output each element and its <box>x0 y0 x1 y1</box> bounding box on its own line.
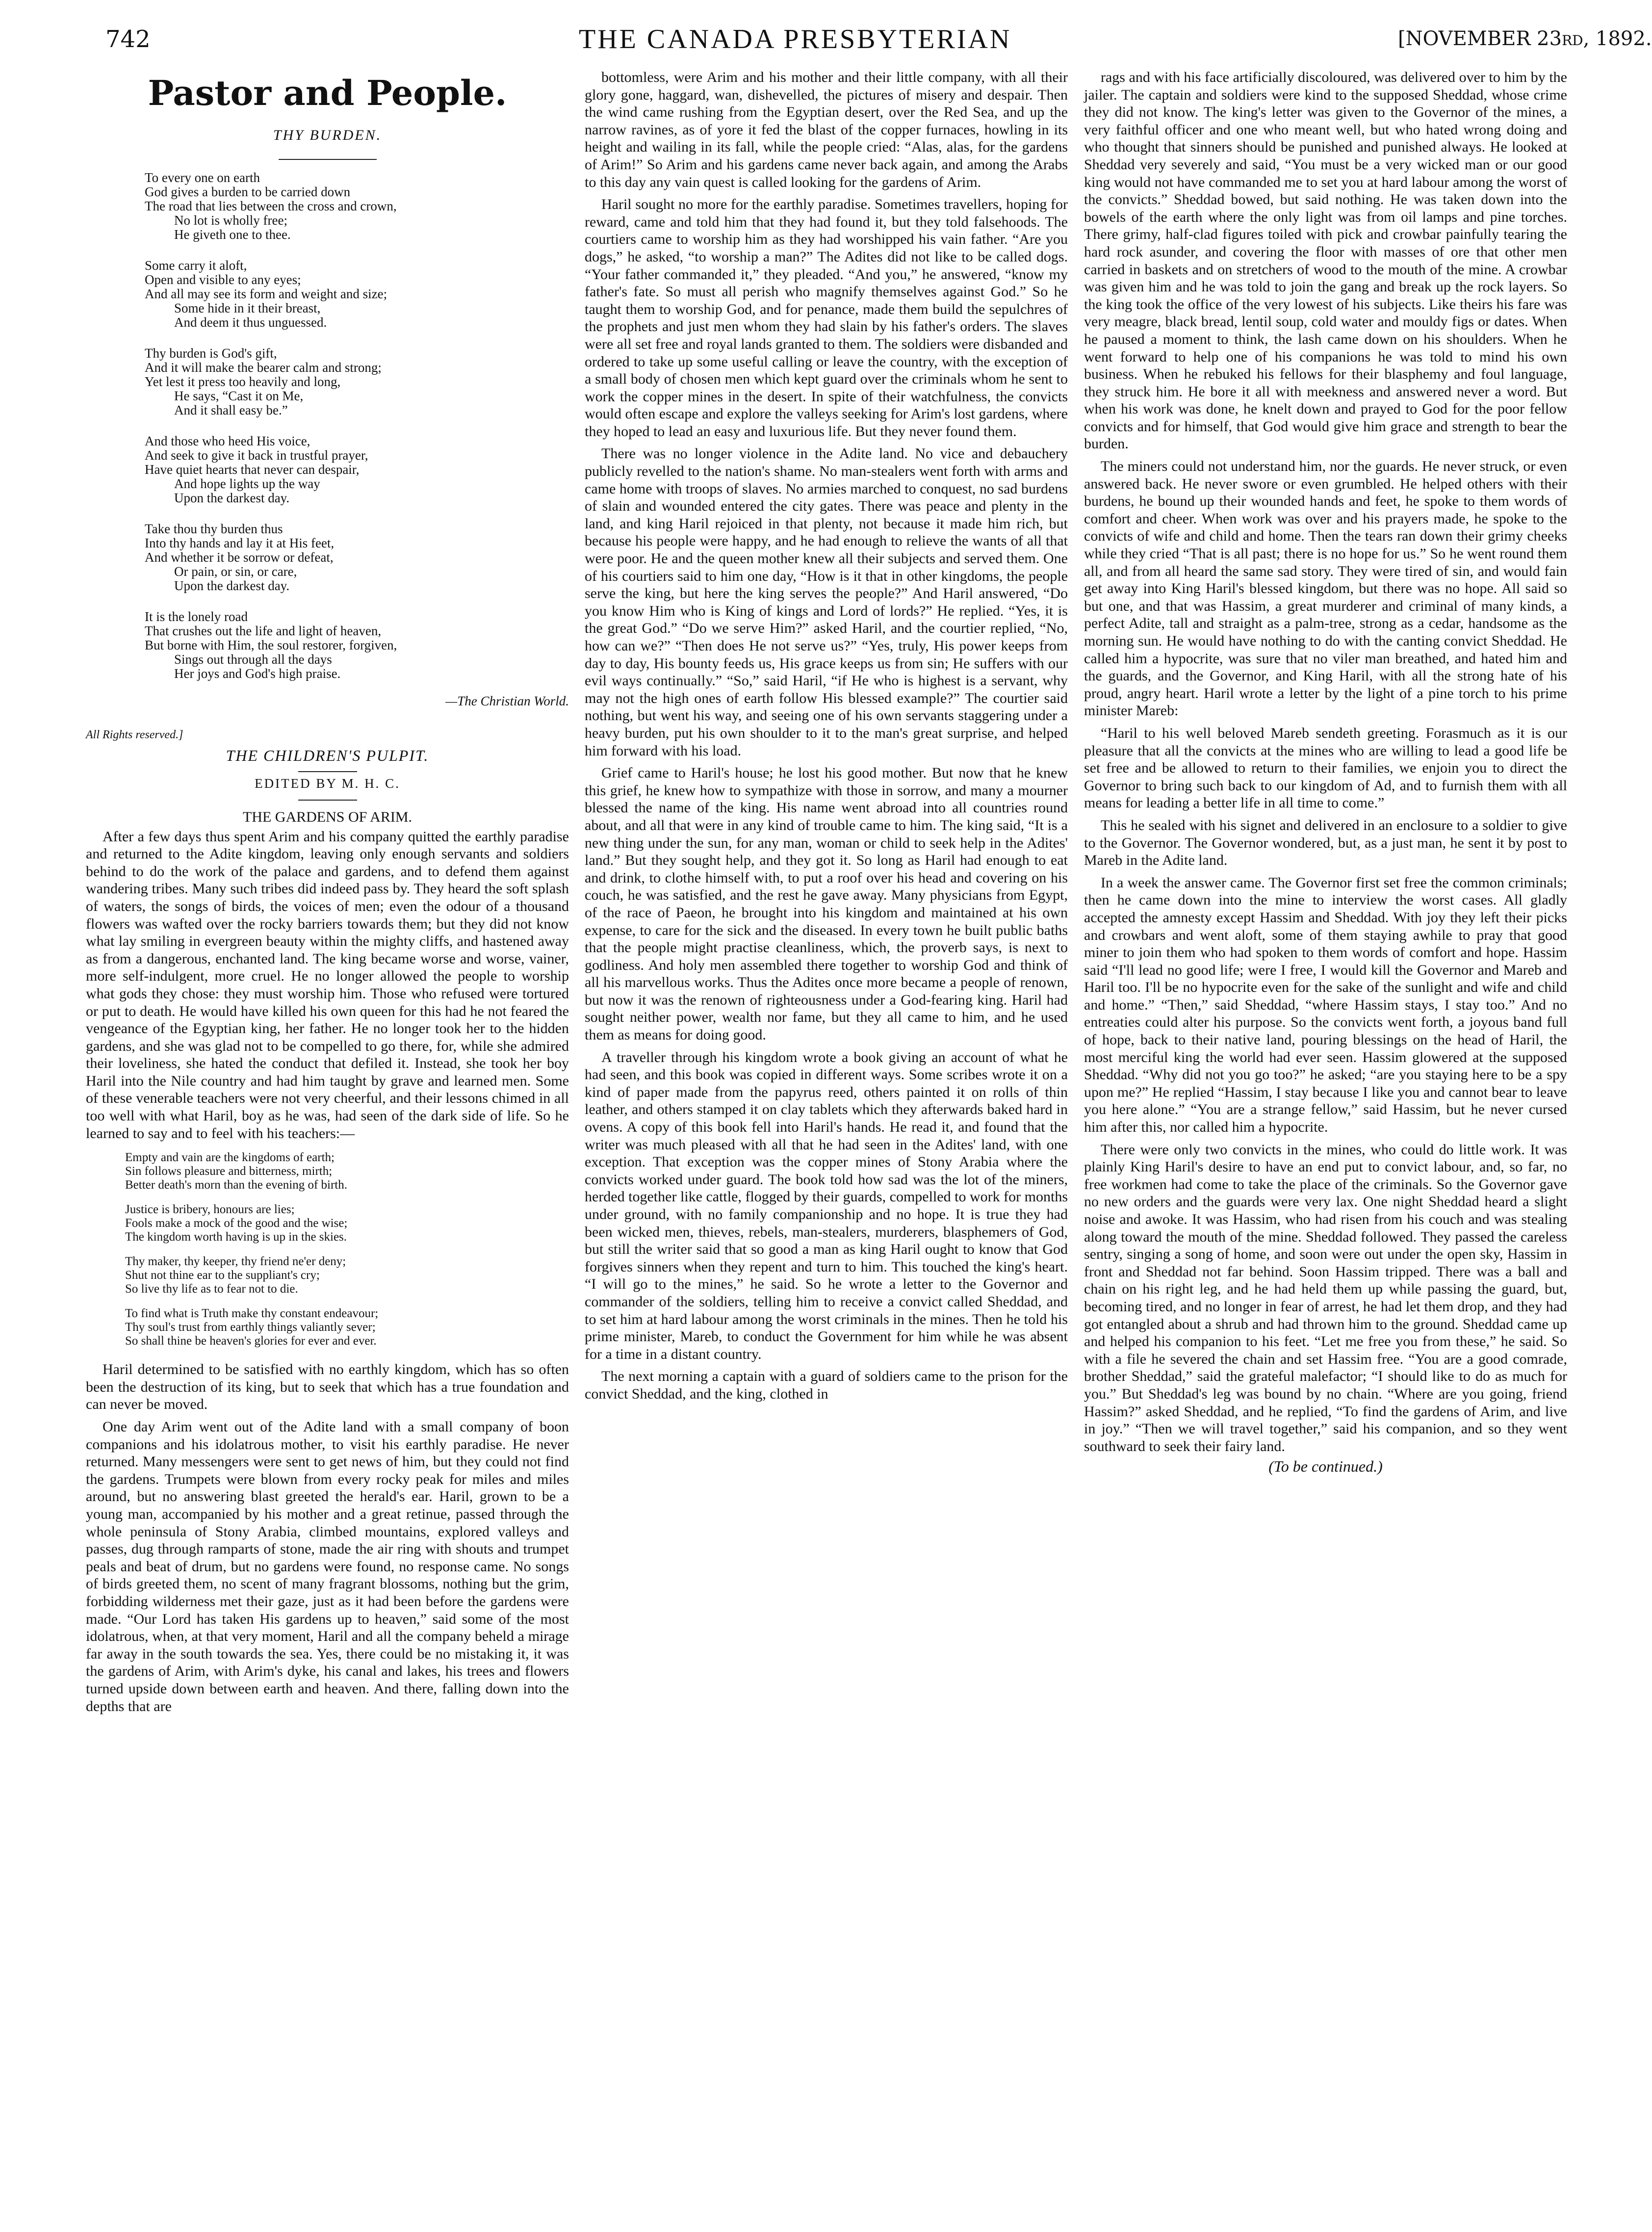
poem-line: Have quiet hearts that never can despair, <box>145 462 360 477</box>
stanza <box>145 434 569 505</box>
poem-line: It is the lonely road <box>145 609 248 624</box>
poem-line: And it will make the bearer calm and strong; <box>145 360 382 375</box>
edited-by: EDITED BY M. H. C. <box>255 776 400 791</box>
paragraph: Haril sought no more for the earthly paradise. Sometimes travellers, hoping for reward, came and told him that they had found it, but they told falsehoods. The courtiers came to worship him as they had worshipped his vain father. “Are you dogs,” he asked, “to worship a man?” The Adites did not like to be called dogs. “Your father commanded it,” they pleaded. “And you,” he answered, “know my father's fate. So must all perish who magnify themselves against God.” So he taught them to worship God, and for penance, made them build the sepulchres of the prophets and just men whom they had slain by his father's orders. The slaves were all set free and royal lands granted to them. The soldiers were disbanded and ordered to take up some useful calling or leave the country, with the exception of a small body of chosen men which kept guard over the criminals whom he sent to work the copper mines in the desert. In spite of their watchfulness, the convicts would often escape and explore the valleys seeking for Arim's lost gardens, where they hoped to lead an easy and luxurious life. But they never found them. <box>585 196 1068 440</box>
poem-line: Open and visible to any eyes; <box>145 272 301 287</box>
poem-attribution: —The Christian World. <box>445 693 569 708</box>
verse-quote <box>125 1151 569 1348</box>
poem-line: And all may see its form and weight and size; <box>145 286 387 301</box>
poem-line: And those who heed His voice, <box>145 433 310 448</box>
story-text <box>86 1361 569 1715</box>
poem-line: Some carry it aloft, <box>145 258 247 273</box>
verse-line: Sin follows pleasure and bitterness, mirth; <box>125 1165 333 1178</box>
poem-line: And whether it be sorrow or defeat, <box>145 549 334 565</box>
pulpit-title: THE CHILDREN'S PULPIT. <box>226 746 429 764</box>
stanza <box>145 259 569 330</box>
paragraph: After a few days thus spent Arim and his company quitted the earthly paradise and returned to the Adite kingdom, leaving only enough servants and soldiers behind to do the work of the palace and gardens, and to defend them against wandering tribes. Many such tribes did indeed pass by. They heard the soft splash of waters, the songs of birds, the voices of men; even the odour of a thousand flowers was wafted over the rocky barriers towards them; but they did not know what lay smiling in evergreen beauty within the mighty cliffs, and hastened away as from a dangerous, enchanted land. The king became worse and worse, vainer, more self-indulgent, more cruel. He no longer allowed the people to worship what gods they chose: they must worship him. Those who refused were tortured or put to death. He would have killed his own queen for this had he not feared the vengeance of the Egyptian king, her father. He no longer took her to the hidden gardens, and she was glad not to be compelled to go there, for, while she admired their loveliness, she hated the conduct that defiled it. Instead, she took her boy Haril into the Nile country and had him taught by grave and learned men. Some of these venerable teachers were not very cheerful, and their lessons chimed in all too well with what Haril, boy as he was, had seen of the dark side of life. So he learned to say and to feel with his teachers:— <box>86 828 569 1142</box>
paragraph: One day Arim went out of the Adite land with a small company of boon companions and his idolatrous mother, to visit his earthly paradise. He never returned. Many messengers were sent to get news of him, but they could not find the gardens. Trumpets were blown from every rocky peak for miles and miles around, but no answering blast greeted the herald's ear. Haril, grown to be a young man, accompanied by his mother and a great retinue, passed through the whole peninsula of Stony Arabia, climbed mountains, explored valleys and passes, dug through ramparts of stone, made the air ring with shouts and trumpet peals and beat of drum, but no gardens were found, no response came. No songs of birds greeted them, no scent of many fragrant blossoms, nothing but the grim, forbidding wilderness met their gaze, just as it had been before the gardens were made. “Our Lord has taken His gardens up to heaven,” said some of the most idolatrous, when, at that very moment, Haril and all the company beheld a mirage far away in the south towards the sea. Yes, there could be no mistaking it, it was the gardens of Arim, with Arim's dyke, his canal and lakes, his trees and flowers turned upside down between earth and heaven. And there, falling down into the depths that are <box>86 1419 569 1714</box>
rights-notice: All Rights reserved.] <box>86 728 183 742</box>
poem-line: Or pain, or sin, or care, <box>174 564 297 579</box>
verse-line: Better death's morn than the evening of birth. <box>125 1178 347 1192</box>
masthead-title: THE CANADA PRESBYTERIAN <box>579 24 1012 54</box>
poem-line: Take thou thy burden thus <box>145 521 283 536</box>
poem-line: The road that lies between the cross and crown, <box>145 198 397 213</box>
verse-line: Empty and vain are the kingdoms of earth; <box>125 1151 335 1165</box>
paragraph: Haril determined to be satisfied with no earthly kingdom, which has so often been the destruction of its king, but to seek that which has a true foundation and can never be moved. <box>86 1361 569 1413</box>
verse-line: The kingdom worth having is up in the skies. <box>125 1230 347 1244</box>
stanza <box>145 346 569 417</box>
poem-line: And deem it thus unguessed. <box>174 314 327 330</box>
poem-line: And seek to give it back in trustful prayer, <box>145 447 368 463</box>
verse-line: Shut not thine ear to the suppliant's cry; <box>125 1269 320 1282</box>
paragraph: The next morning a captain with a guard of soldiers came to the prison for the convict Sheddad, and the king, clothed in <box>585 1368 1068 1402</box>
poem-line: But borne with Him, the soul restorer, forgiven, <box>145 637 397 652</box>
paragraph: A traveller through his kingdom wrote a book giving an account of what he had seen, and this book was copied in different ways. Some scribes wrote it on a kind of paper made from the papyrus reed, others painted it on rolls of thin leather, and others stamped it on clay tablets which they afterwards baked hard in ovens. A copy of this book fell into Haril's hands. He read it, and found that the writer was much pleased with all that he had seen in the Adites' land, with one exception. That exception was the copper mines of Stony Arabia where the convicts worked under guard. The book told how sad was the lot of the miners, herded together like cattle, flogged by their guards, compelled to work for months under ground, with no family companionship and no hope. It is true they had been wicked men, thieves, rebels, man-stealers, murderers, blasphemers of God, but still the writer said that so good a man as king Haril ought to know that God forgives sinners when they repent and turn to him. This touched the king's heart. “I will go to the mines,” he said. So he wrote a letter to the Governor and commander of the soldiers, telling him to receive a convict called Sheddad, and to set him at hard labour among the worst criminals in the mines. Then he told his prime minister, Mareb, to conduct the Government for him while he was absent for a time in a distant country. <box>585 1049 1068 1362</box>
section-title: Pastor and People. <box>148 73 507 113</box>
paragraph: rags and with his face artificially discoloured, was delivered over to him by the jailer. The captain and soldiers were kind to the supposed Sheddad, whose crime they did not know. The king's letter was given to the Governor of the mines, a very faithful officer and one who meant well, but who hated wrong doing and who thought that sinners should be punished and punished always. He looked at Sheddad very severely and said, “You must be a very wicked man or our good king would not have commanded me to set you at hard labour among the worst of the convicts.” Sheddad bowed, but said nothing. He was taken down into the bowels of the earth where the only light was from oil lamps and pine torches. There grimy, half-clad figures toiled with pick and crowbar painfully tearing the hard rock asunder, and covering the floor with masses of ore that other men carried in baskets and on stretchers of wood to the mouth of the mine. A crowbar was given him and he was told to join the gang and break up the rock layers. So the king took the office of the very lowest of his subjects. Like theirs his fare was very meagre, black bread, lentil soup, cold water and mouldy figs or dates. When he paused a moment to think, the lash came down on his shoulders. When he went forward to help one of his companions he was told to mind his own business. When he rebuked his fellows for their blasphemy and foul language, they struck him. He bore it all with meekness and answered never a word. But when his work was done, he knelt down and prayed to God for the poor fellow convicts and for himself, that God would give him grace and strength to bear the burden. <box>1084 69 1567 452</box>
story-text <box>585 69 1068 1403</box>
poem-line: He says, “Cast it on Me, <box>174 388 304 403</box>
page-header <box>0 0 1652 54</box>
poem-line: Upon the darkest day. <box>174 578 290 593</box>
story-text <box>1084 69 1567 1455</box>
poem-line: No lot is wholly free; <box>174 212 287 228</box>
divider <box>279 159 377 160</box>
poem-body <box>86 171 569 681</box>
verse-line: So live thy life as to fear not to die. <box>125 1282 298 1296</box>
paragraph: The miners could not understand him, nor the guards. He never struck, or even answered back. He never swore or even grumbled. He helped others with their burdens, he bound up their wounded hands and feet, he spoke to them words of comfort and cheer. When work was over and his prayers made, he spoke to the convicts of wife and child and home. Then the tears ran down their grimy cheeks while they cried “That is all past; there is no hope for us.” So he went round them all, and from all heard the same sad story. They were tired of sin, and would fain get away into King Haril's blessed kingdom, but there was no hope. All said so but one, and that was Hassim, a great murderer and criminal of many kinds, a perfect Adite, tall and straight as a palm-tree, strong as a cedar, handsome as the morning sun. He would have nothing to do with the canting convict Sheddad. He called him a hypocrite, was sure that no viler man breathed, and hated him and the guards, and the Governor, and King Haril, with all the strong hate of his proud, angry heart. Haril wrote a letter by the light of a pine torch to his prime minister Mareb: <box>1084 458 1567 719</box>
poem-line: And it shall easy be.” <box>174 402 288 417</box>
paragraph: Grief came to Haril's house; he lost his good mother. But now that he knew this grief, he knew how to sympathize with those in sorrow, and many a mourner blessed the name of the king. His name went abroad into all countries round about, and all that were in any kind of trouble came to him. The king said, “It is a new thing under the sun, for any man, woman or child to seek help in the Adites' land.” But they sought help, and they got it. So long as Haril had enough to eat and drink, to clothe himself with, to put a roof over his head and covering on his couch, he was satisfied, and the rest he gave away. Many physicians from Egypt, of the race of Paeon, he brought into his kingdom and maintained at his own expense, to care for the sick and the diseased. In every town he built public baths that the people might practise cleanliness, which, the proverb says, is next to godliness. And holy men assembled there together to worship God and think of all his marvellous works. Thus the Adites once more became a people of renown, but now it was the renown of righteousness under a God-fearing king. Haril had sought neither power, wealth nor fame, but they all came to him, and he used them as means for doing good. <box>585 765 1068 1043</box>
poem-line: To every one on earth <box>145 170 260 185</box>
verse-line: Thy soul's trust from earthly things valiantly sever; <box>125 1321 376 1334</box>
verse-line: To find what is Truth make thy constant endeavour; <box>125 1307 379 1321</box>
column-1 <box>86 69 569 2227</box>
stanza <box>145 610 569 681</box>
column-3 <box>1084 69 1567 2227</box>
poem-line: And hope lights up the way <box>174 476 320 491</box>
story-title: THE GARDENS OF ARIM. <box>242 808 413 825</box>
issue-date: [NOVEMBER 23rd, 1892. <box>1398 27 1652 50</box>
poem-line: He giveth one to thee. <box>174 227 291 242</box>
paragraph: In a week the answer came. The Governor first set free the common criminals; then he came down into the mine to interview the worst cases. All gladly accepted the amnesty except Hassim and Sheddad. With joy they left their picks and crowbars and went aloft, some of them staying awhile to pray that good miner to join them who had spoken to them words of comfort and hope. Hassim said “I'll lead no good life; were I free, I would kill the Governor and Mareb and Haril too. I'll be no hypocrite even for the sake of the sunlight and wife and child and home.” “Then,” said Sheddad, “where Hassim stays, I stay too.” And no entreaties could alter his purpose. So the convicts went forth, a joyous band full of hope, back to their native land, pouring blessings on the head of Haril, the most merciful king the world had ever seen. Hassim glowered at the supposed Sheddad. “Why did not you go too?” he asked; “are you staying here to be a spy upon me?” He replied “Hassim, I stay because I like you and cannot bear to leave you here alone.” “You are a strange fellow,” said Hassim, but he never cursed him after this, nor called him a hypocrite. <box>1084 874 1567 1136</box>
story-text <box>86 828 569 1142</box>
paragraph: “Haril to his well beloved Mareb sendeth greeting. Forasmuch as it is our pleasure that all the convicts at the mines who are willing to lead a good life be set free and be allowed to return to their families, we enjoin you to direct the Governor to bring such back to our kingdom of Ad, and to furnish them with all means for leading a better life in all time to come.” <box>1084 725 1567 811</box>
continued-note: (To be continued.) <box>1268 1457 1383 1476</box>
divider <box>298 800 357 801</box>
poem-title: THY BURDEN. <box>273 127 382 143</box>
divider <box>298 771 357 772</box>
verse-line: Justice is bribery, honours are lies; <box>125 1203 295 1217</box>
verse-line: Fools make a mock of the good and the wise; <box>125 1217 348 1230</box>
poem-line: Her joys and God's high praise. <box>174 666 341 681</box>
poem-line: That crushes out the life and light of heaven, <box>145 623 382 638</box>
paragraph: This he sealed with his signet and delivered in an enclosure to a soldier to give to the Governor. The Governor wondered, but, as a just man, he sent it by post to Mareb in the Adite land. <box>1084 817 1567 869</box>
page-number: 742 <box>105 26 151 53</box>
paragraph: There were only two convicts in the mines, who could do little work. It was plainly King Haril's desire to have an end put to convict labour, and, so far, no free workmen had come to take the place of the criminals. So the Governor gave no new orders and the guards were very lax. One night Sheddad heard a slight noise and awoke. It was Hassim, who had risen from his couch and was stealing along toward the mouth of the mine. Sheddad followed. They passed the careless sentry, singing a song of home, and soon were out under the open sky, Hassim in front and Sheddad not far behind. Soon Hassim tripped. There was a ball and chain on his right leg, and he had held them up while passing the guard, but, becoming tired, and no longer in fear of arrest, he had let them drop, and they had got entangled about a shrub and had thrown him to the ground. Sheddad came up and helped his companion to his feet. “Let me free you from these,” he said. So with a file he severed the chain and set Hassim free. “You are a good comrade, brother Sheddad,” said the grateful malefactor; “I should like to do as much for you.” But Sheddad's leg was bound by no chain. “Where are you going, friend Hassim?” asked Sheddad, and he replied, “To find the gardens of Arim, and live in joy.” “Then we will travel together,” said his companion, and so they went southward to seek their fairy land. <box>1084 1141 1567 1454</box>
stanza <box>145 171 569 242</box>
poem-line: Upon the darkest day. <box>174 490 290 505</box>
verse-line: Thy maker, thy keeper, thy friend ne'er deny; <box>125 1255 346 1269</box>
paragraph: bottomless, were Arim and his mother and their little company, with all their glory gone, haggard, wan, dishevelled, the pictures of misery and despair. Then the wind came rushing from the Egyptian desert, over the Red Sea, and up the narrow ravines, as of yore it fed the blast of the copper furnaces, howling in its height and wailing in its fall, while the people cried: “Alas, alas, for the gardens of Arim!” So Arim and his gardens came never back again, and among the Arabs to this day any vain quest is called looking for the gardens of Arim. <box>585 69 1068 190</box>
poem-line: Some hide in it their breast, <box>174 300 321 315</box>
stanza <box>145 522 569 593</box>
poem-line: Into thy hands and lay it at His feet, <box>145 535 335 550</box>
poem-line: Yet lest it press too heavily and long, <box>145 374 341 389</box>
paragraph: There was no longer violence in the Adite land. No vice and debauchery publicly revelled to the nation's shame. No man-stealers went forth with arms and came home with troops of slaves. No armies marched to conquest, no sad burdens of slain and wounded entered the city gates. There was peace and plenty in the land, and king Haril rejoiced in that plenty, not because it made him rich, but because his people were happy, and he had enough to relieve the wants of all that were poor. He and the queen mother knew all their subjects and served them. One of his courtiers said to him one day, “How is it that in other kingdoms, the people serve the king, but here the king serves the people?” And Haril answered, “Do you know Him who is King of kings and Lord of lords?” He replied. “Yes, it is the great God.” “Do we serve Him?” asked Haril, and the courtier replied, “No, how can we?” “Then does He not serve us?” “Yes, truly, His power keeps from day to day, His bounty feeds us, His grace keeps us from sin; He suffers with our evil ways continually.” “So,” said Haril, “if He who is highest is a servant, why may not the high ones of earth follow His blessed example?” The courtier said nothing, but went his way, and seeing one of his own servants staggering under a heavy burden, put his own shoulder to it to the man's great surprise, and helped him forward with his load. <box>585 445 1068 759</box>
verse-line: So shall thine be heaven's glories for ever and ever. <box>125 1334 377 1348</box>
poem-line: Thy burden is God's gift, <box>145 345 277 361</box>
column-2 <box>585 69 1068 2227</box>
poem-line: Sings out through all the days <box>174 651 332 667</box>
poem-line: God gives a burden to be carried down <box>145 184 351 199</box>
